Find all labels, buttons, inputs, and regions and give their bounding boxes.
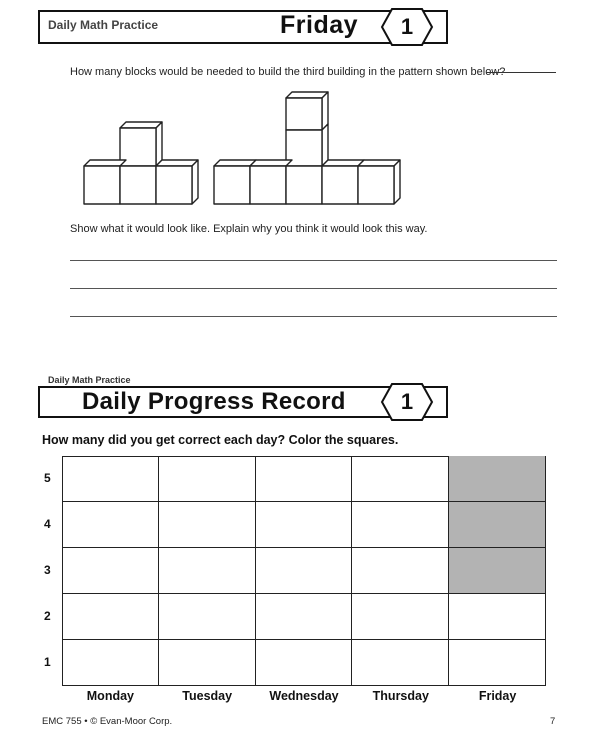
- lesson-number: 1: [400, 14, 414, 39]
- grid-cell[interactable]: [159, 502, 256, 548]
- building-2: [214, 92, 400, 204]
- building-1: [84, 122, 198, 204]
- day-label: Tuesday: [182, 689, 233, 703]
- day-label: Friday: [478, 689, 517, 703]
- grid-cell[interactable]: [62, 640, 159, 686]
- day-label: Thursday: [372, 689, 429, 703]
- grid-cell[interactable]: [352, 594, 449, 640]
- question-text: How many blocks would be needed to build the third building in the pattern shown below?: [70, 66, 506, 78]
- grid-cell[interactable]: [352, 502, 449, 548]
- answer-line-2[interactable]: [70, 287, 557, 289]
- grid-cell[interactable]: [62, 594, 159, 640]
- grid-cell[interactable]: [449, 594, 546, 640]
- lesson-number-badge: [380, 7, 434, 47]
- grid-cell[interactable]: [62, 456, 159, 502]
- grid-cell[interactable]: [256, 548, 353, 594]
- answer-line-1[interactable]: [70, 259, 557, 261]
- grid-cell[interactable]: [352, 640, 449, 686]
- footer-copyright: EMC 755 • © Evan-Moor Corp.: [42, 716, 173, 727]
- grid-cell[interactable]: [159, 548, 256, 594]
- day-label: Monday: [86, 689, 134, 703]
- grid-cell[interactable]: [449, 640, 546, 686]
- grid-cell[interactable]: [256, 594, 353, 640]
- grid-cell[interactable]: [62, 548, 159, 594]
- grid-cell[interactable]: [256, 456, 353, 502]
- grid-cell[interactable]: [352, 548, 449, 594]
- record-instruction: How many did you get correct each day? Color the squares.: [42, 433, 399, 447]
- progress-grid: [62, 456, 546, 686]
- answer-blank[interactable]: [486, 71, 556, 73]
- header-tag: Daily Math Practice: [48, 18, 159, 32]
- block-pattern-figure: [80, 90, 410, 205]
- grid-cell[interactable]: [62, 502, 159, 548]
- grid-cell[interactable]: [256, 640, 353, 686]
- grid-cell[interactable]: [449, 548, 546, 594]
- day-label: Wednesday: [269, 689, 339, 703]
- grid-cell[interactable]: [159, 640, 256, 686]
- grid-cell[interactable]: [352, 456, 449, 502]
- record-number: 1: [400, 389, 414, 414]
- record-number-badge: [380, 382, 434, 422]
- grid-cell[interactable]: [449, 502, 546, 548]
- row-label: 3: [44, 563, 51, 577]
- record-tag: Daily Math Practice: [48, 375, 131, 385]
- grid-cell[interactable]: [256, 502, 353, 548]
- record-title: Daily Progress Record: [82, 388, 346, 415]
- row-label: 1: [44, 655, 51, 669]
- grid-cell[interactable]: [449, 456, 546, 502]
- row-label: 5: [44, 471, 51, 485]
- answer-line-3[interactable]: [70, 315, 557, 317]
- day-title: Friday: [280, 11, 359, 39]
- row-label: 4: [44, 517, 51, 531]
- page-number: 7: [550, 716, 556, 727]
- explain-prompt: Show what it would look like. Explain why you think it would look this way.: [70, 223, 428, 235]
- grid-cell[interactable]: [159, 456, 256, 502]
- grid-cell[interactable]: [159, 594, 256, 640]
- row-label: 2: [44, 609, 51, 623]
